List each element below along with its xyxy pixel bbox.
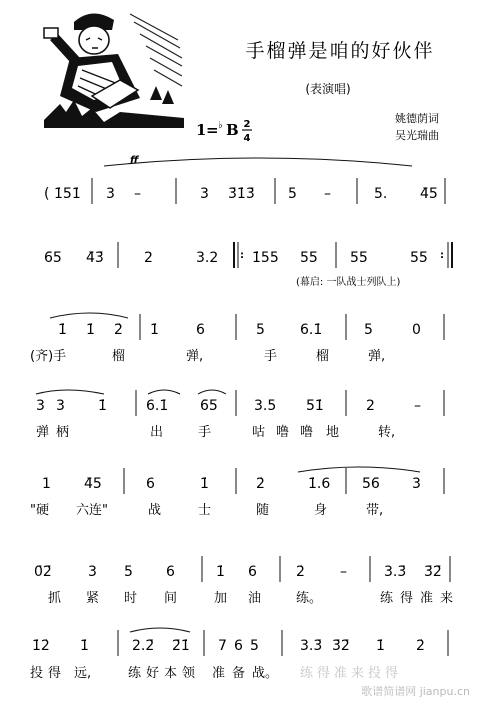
key-letter: B (226, 121, 239, 139)
note: – (324, 186, 331, 202)
note: 3 (106, 186, 115, 202)
note: 6.1̇ (300, 322, 323, 338)
lyric: 准 (212, 666, 226, 681)
lyric: 榴 (316, 349, 330, 364)
dynamic-marking: ff (130, 155, 139, 166)
note: 1̇.6 (308, 476, 331, 492)
note: 1̇ (80, 638, 89, 654)
note: 3 (88, 564, 97, 580)
song-title: 手榴弹是咱的好伙伴 (245, 40, 435, 62)
note: 5̄1̇ (306, 398, 324, 414)
lyric: 油 (248, 591, 262, 606)
svg-text::: : (240, 250, 244, 261)
note: 3.3̄ (384, 564, 407, 580)
note: 2̇ (416, 638, 425, 654)
score-row-4 (36, 390, 444, 440)
lyricist-credit: 姚德荫词 (395, 112, 439, 125)
note: 3 (56, 398, 65, 414)
note: 5 (256, 322, 265, 338)
score-row-5 (30, 467, 444, 518)
lyric: 榴 (112, 349, 126, 364)
lyric: 柄 (56, 425, 70, 440)
note: 1̇5̄1̇ (54, 186, 81, 202)
note: 5. (374, 186, 388, 202)
note: 1̇55 (252, 250, 279, 266)
lyric: 弹, (186, 349, 204, 364)
note: 2̇ (296, 564, 305, 580)
note: 3̄1̇3̄ (228, 186, 255, 202)
note: 0̄2̄ (34, 564, 52, 580)
lyric: 备 (232, 666, 246, 681)
lyric: 加 (214, 591, 228, 606)
note: 1̇ (216, 564, 225, 580)
lyric: "硬 (30, 503, 49, 518)
lyric: 弹, (368, 349, 386, 364)
note: 2̇ (256, 476, 265, 492)
note: 3.5 (254, 398, 277, 414)
note: 5 (124, 564, 133, 580)
note: 2̄1̇ (172, 638, 190, 654)
score-row-6 (34, 556, 453, 606)
lyric: 咕 (252, 425, 266, 440)
note: 6 (166, 564, 175, 580)
key-signature (196, 119, 252, 144)
note: 3̄2̄ (332, 638, 350, 654)
lyric: 带, (366, 503, 384, 518)
time-denominator: 4 (243, 133, 251, 144)
score-row-2 (44, 242, 452, 288)
key-equals: = (206, 121, 219, 139)
lyric: 地 (326, 425, 340, 440)
lyric: 紧 (86, 591, 100, 606)
soldier-illustration (44, 10, 184, 128)
note: 3.2 (196, 250, 219, 266)
note: – (134, 186, 141, 202)
note: 4̄5̄ (420, 186, 438, 202)
note: 4̄3̄ (86, 250, 104, 266)
note: 1̇ (58, 322, 67, 338)
note: 3 (200, 186, 209, 202)
note: 1 (42, 476, 51, 492)
lyric: 随 (256, 503, 270, 518)
lyric: 战 (148, 503, 162, 518)
lyric: 远, (74, 666, 92, 681)
lyric: 手 (264, 349, 278, 364)
lyric: 手 (198, 425, 212, 440)
svg-text::: : (440, 250, 444, 261)
note: 3.3̄ (300, 638, 323, 654)
note: 1̇ (376, 638, 385, 654)
lyric: 得 (48, 666, 62, 681)
lyric: 好 (146, 666, 160, 681)
time-numerator: 2 (243, 119, 251, 130)
note: 6 (196, 322, 205, 338)
note: 6̄5̄ (44, 250, 62, 266)
song-subtitle: (表演唱) (305, 82, 351, 96)
lyric: 转, (378, 425, 396, 440)
lyric: 噜 (300, 425, 314, 440)
note: 3 (36, 398, 45, 414)
note: 2 (144, 250, 153, 266)
note: 6 (248, 564, 257, 580)
note: 4̄5̄ (84, 476, 102, 492)
note: 1̇ (86, 322, 95, 338)
note: 6 (234, 638, 243, 654)
note: 2 (366, 398, 375, 414)
lyric: 得 (400, 591, 414, 606)
note: 0 (412, 322, 421, 338)
note: 1̇ (98, 398, 107, 414)
lyric: 来 (440, 591, 454, 606)
lyric: 战。 (252, 666, 279, 681)
note: 2̇ (114, 322, 123, 338)
note: 5̄5̄ (300, 250, 318, 266)
lyric: 练 (128, 666, 142, 681)
note: 5 (250, 638, 259, 654)
note: ( (44, 186, 50, 202)
lyric: (齐)手 (30, 349, 67, 364)
lyric: 时 (124, 591, 138, 606)
lyric: 弹 (36, 425, 50, 440)
note: 2.2̄ (132, 638, 155, 654)
lyric: 练。 (296, 591, 323, 606)
key-flat: ♭ (218, 120, 223, 131)
score-row-7 (30, 628, 448, 681)
lyric: 投 (30, 666, 44, 681)
lyric: 噜 (276, 425, 290, 440)
score-row-3 (30, 313, 444, 364)
lyric: 抓 (48, 591, 62, 606)
note: 7 (218, 638, 227, 654)
note: – (414, 398, 421, 414)
key-one: 1 (196, 121, 207, 139)
score-row-1 (44, 155, 445, 204)
note: 5 (364, 322, 373, 338)
lyric: 士 (198, 503, 212, 518)
stage-direction: (幕启: 一队战士列队上) (296, 277, 401, 288)
note: 5̄6̄ (362, 476, 380, 492)
faded-lyrics: 练得准来投得 (300, 666, 403, 681)
note: 3̄2̄ (424, 564, 442, 580)
lyric: 出 (150, 425, 164, 440)
lyric: 练 (380, 591, 394, 606)
note: 1̇ (200, 476, 209, 492)
note: 5̄5̄ (350, 250, 368, 266)
note: 6 (146, 476, 155, 492)
note: 1̇2̇ (32, 638, 50, 654)
lyric: 身 (314, 503, 328, 518)
note: 3 (412, 476, 421, 492)
composer-credit: 吴光瑞曲 (395, 129, 439, 142)
note: 5̄5̄ (410, 250, 428, 266)
lyric: 间 (164, 591, 178, 606)
lyric: 领 (182, 666, 196, 681)
note: 6̄5̄ (200, 398, 218, 414)
note: 1̇ (150, 322, 159, 338)
site-watermark: 歌谱简谱网 jianpu.cn (361, 685, 470, 698)
note: – (340, 564, 347, 580)
lyric: 六连" (76, 503, 108, 518)
note: 5 (288, 186, 297, 202)
note: 6.1̇ (146, 398, 169, 414)
lyric: 本 (164, 666, 178, 681)
lyric: 准 (420, 591, 434, 606)
